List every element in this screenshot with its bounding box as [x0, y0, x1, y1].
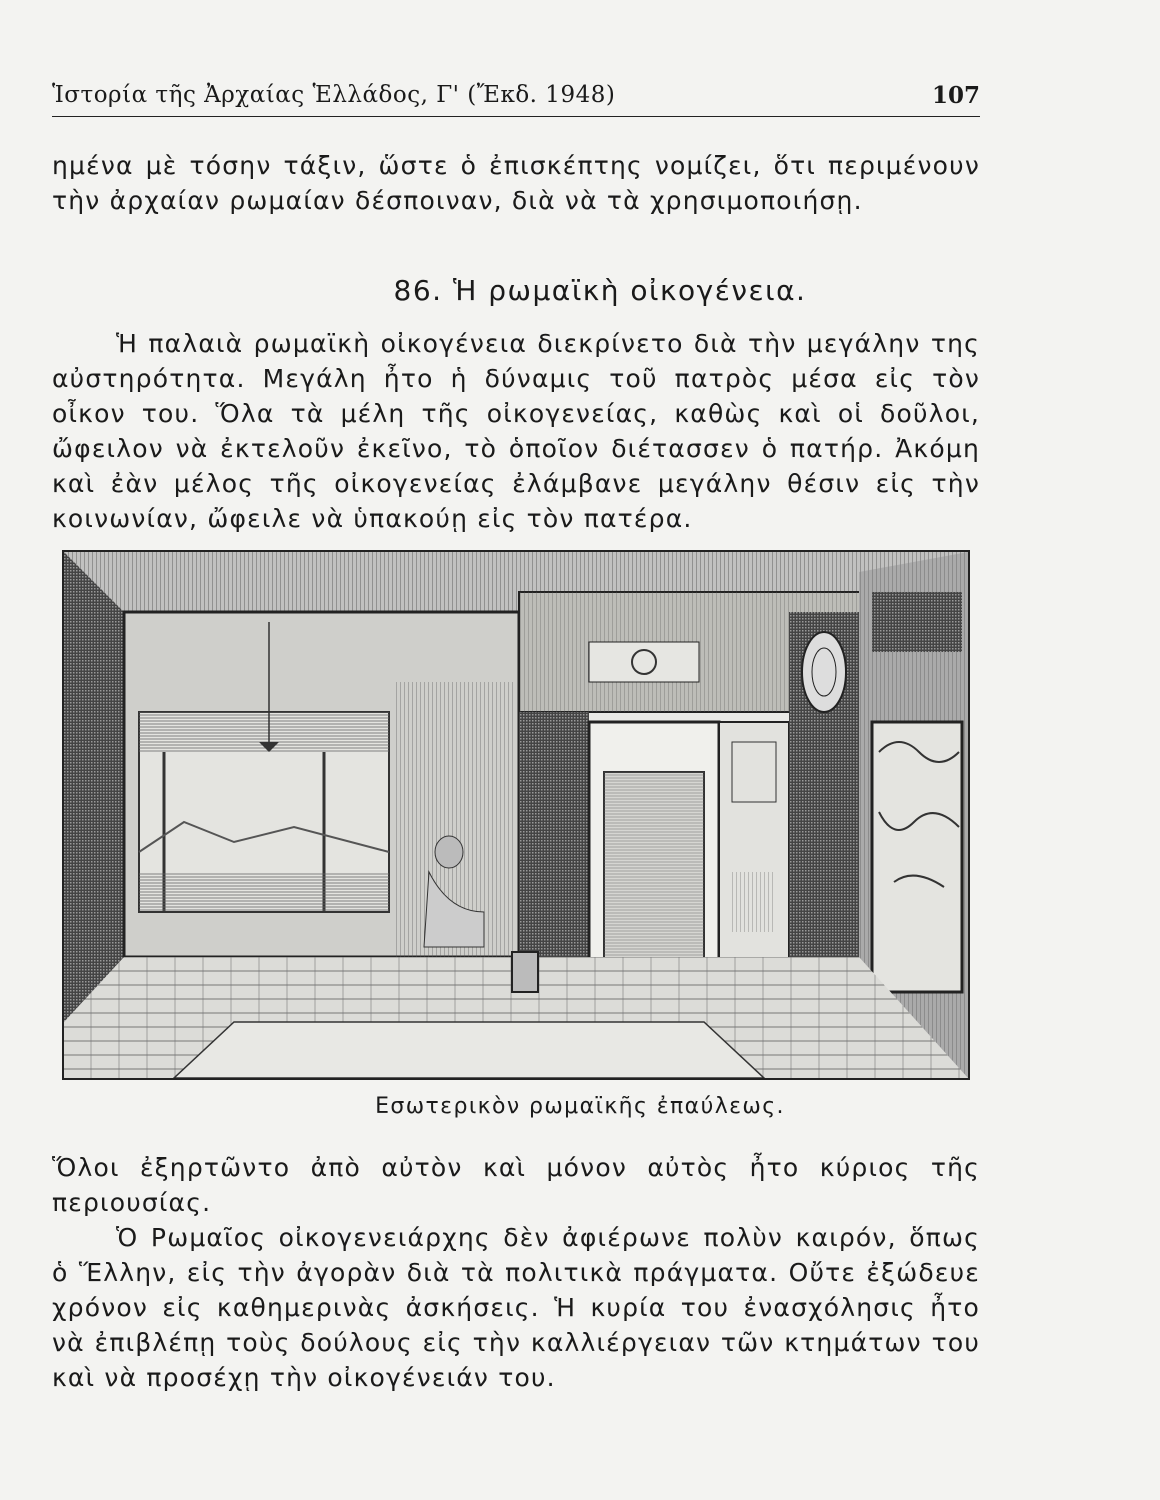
figure-caption: Εσωτερικὸν ρωμαϊκῆς ἐπαύλεως. [375, 1094, 785, 1119]
paragraph-dependence: Ὅλοι ἐξηρτῶντο ἀπὸ αὐτὸν καὶ μόνον αὐτὸς ἦτο κύριος τῆς περιουσίας. [52, 1153, 980, 1217]
page-number: 107 [931, 82, 980, 109]
section-heading: 86. Ἡ ρωμαϊκὴ οἰκογένεια. [393, 274, 807, 307]
continued-text [52, 148, 980, 218]
running-title: Ἱστορία τῆς Ἀρχαίας Ἑλλάδος, Γ' (Ἔκδ. 1948) [52, 82, 616, 108]
section-text [52, 326, 980, 536]
section-paragraph: Ἡ παλαιὰ ρωμαϊκὴ οἰκογένεια διεκρίνετο διὰ τὴν μεγάλην της αὐστηρότητα. Μεγάλη ἦτο ἡ δύναμις τοῦ πατρὸς μέσα εἰς τὸν οἶκον του. Ὅλα τὰ μέλη τῆς οἰκογενείας, καθὼς καὶ οἱ δοῦλοι, ὤφειλον νὰ ἐκτελοῦν ἐκεῖνο, τὸ ὁποῖον διέτασσεν ὁ πατήρ. Ἀκόμη καὶ ἐὰν μέλος τῆς οἰκογενείας ἐλάμβανε μεγάλην θέσιν εἰς τὴν κοινωνίαν, ὤφειλε νὰ ὑπακούῃ εἰς τὸν πατέρα. [52, 329, 980, 533]
closing-text [52, 1150, 980, 1395]
paragraph-continued: ημένα μὲ τόσην τάξιν, ὥστε ὁ ἐπισκέπτης νομίζει, ὅτι περιμένουν τὴν ἀρχαίαν ρωμαίαν δέσποιναν, διὰ νὰ τὰ χρησιμοποιήσῃ. [52, 151, 980, 215]
roman-villa-interior-engraving [62, 550, 970, 1080]
paragraph-householder: Ὁ Ρωμαῖος οἰκογενειάρχης δὲν ἀφιέρωνε πολὺν καιρόν, ὅπως ὁ Ἕλλην, εἰς τὴν ἀγορὰν διὰ τὰ πολιτικὰ πράγματα. Οὔτε ἐξώδευε χρόνον εἰς καθημερινὰς ἀσκήσεις. Ἡ κυρία του ἐνασχόλησις ἦτο νὰ ἐπιβλέπῃ τοὺς δούλους εἰς τὴν καλλιέργειαν τῶν κτημάτων του καὶ νὰ προσέχῃ τὴν οἰκογένειάν του. [52, 1223, 980, 1392]
running-header [52, 76, 980, 117]
